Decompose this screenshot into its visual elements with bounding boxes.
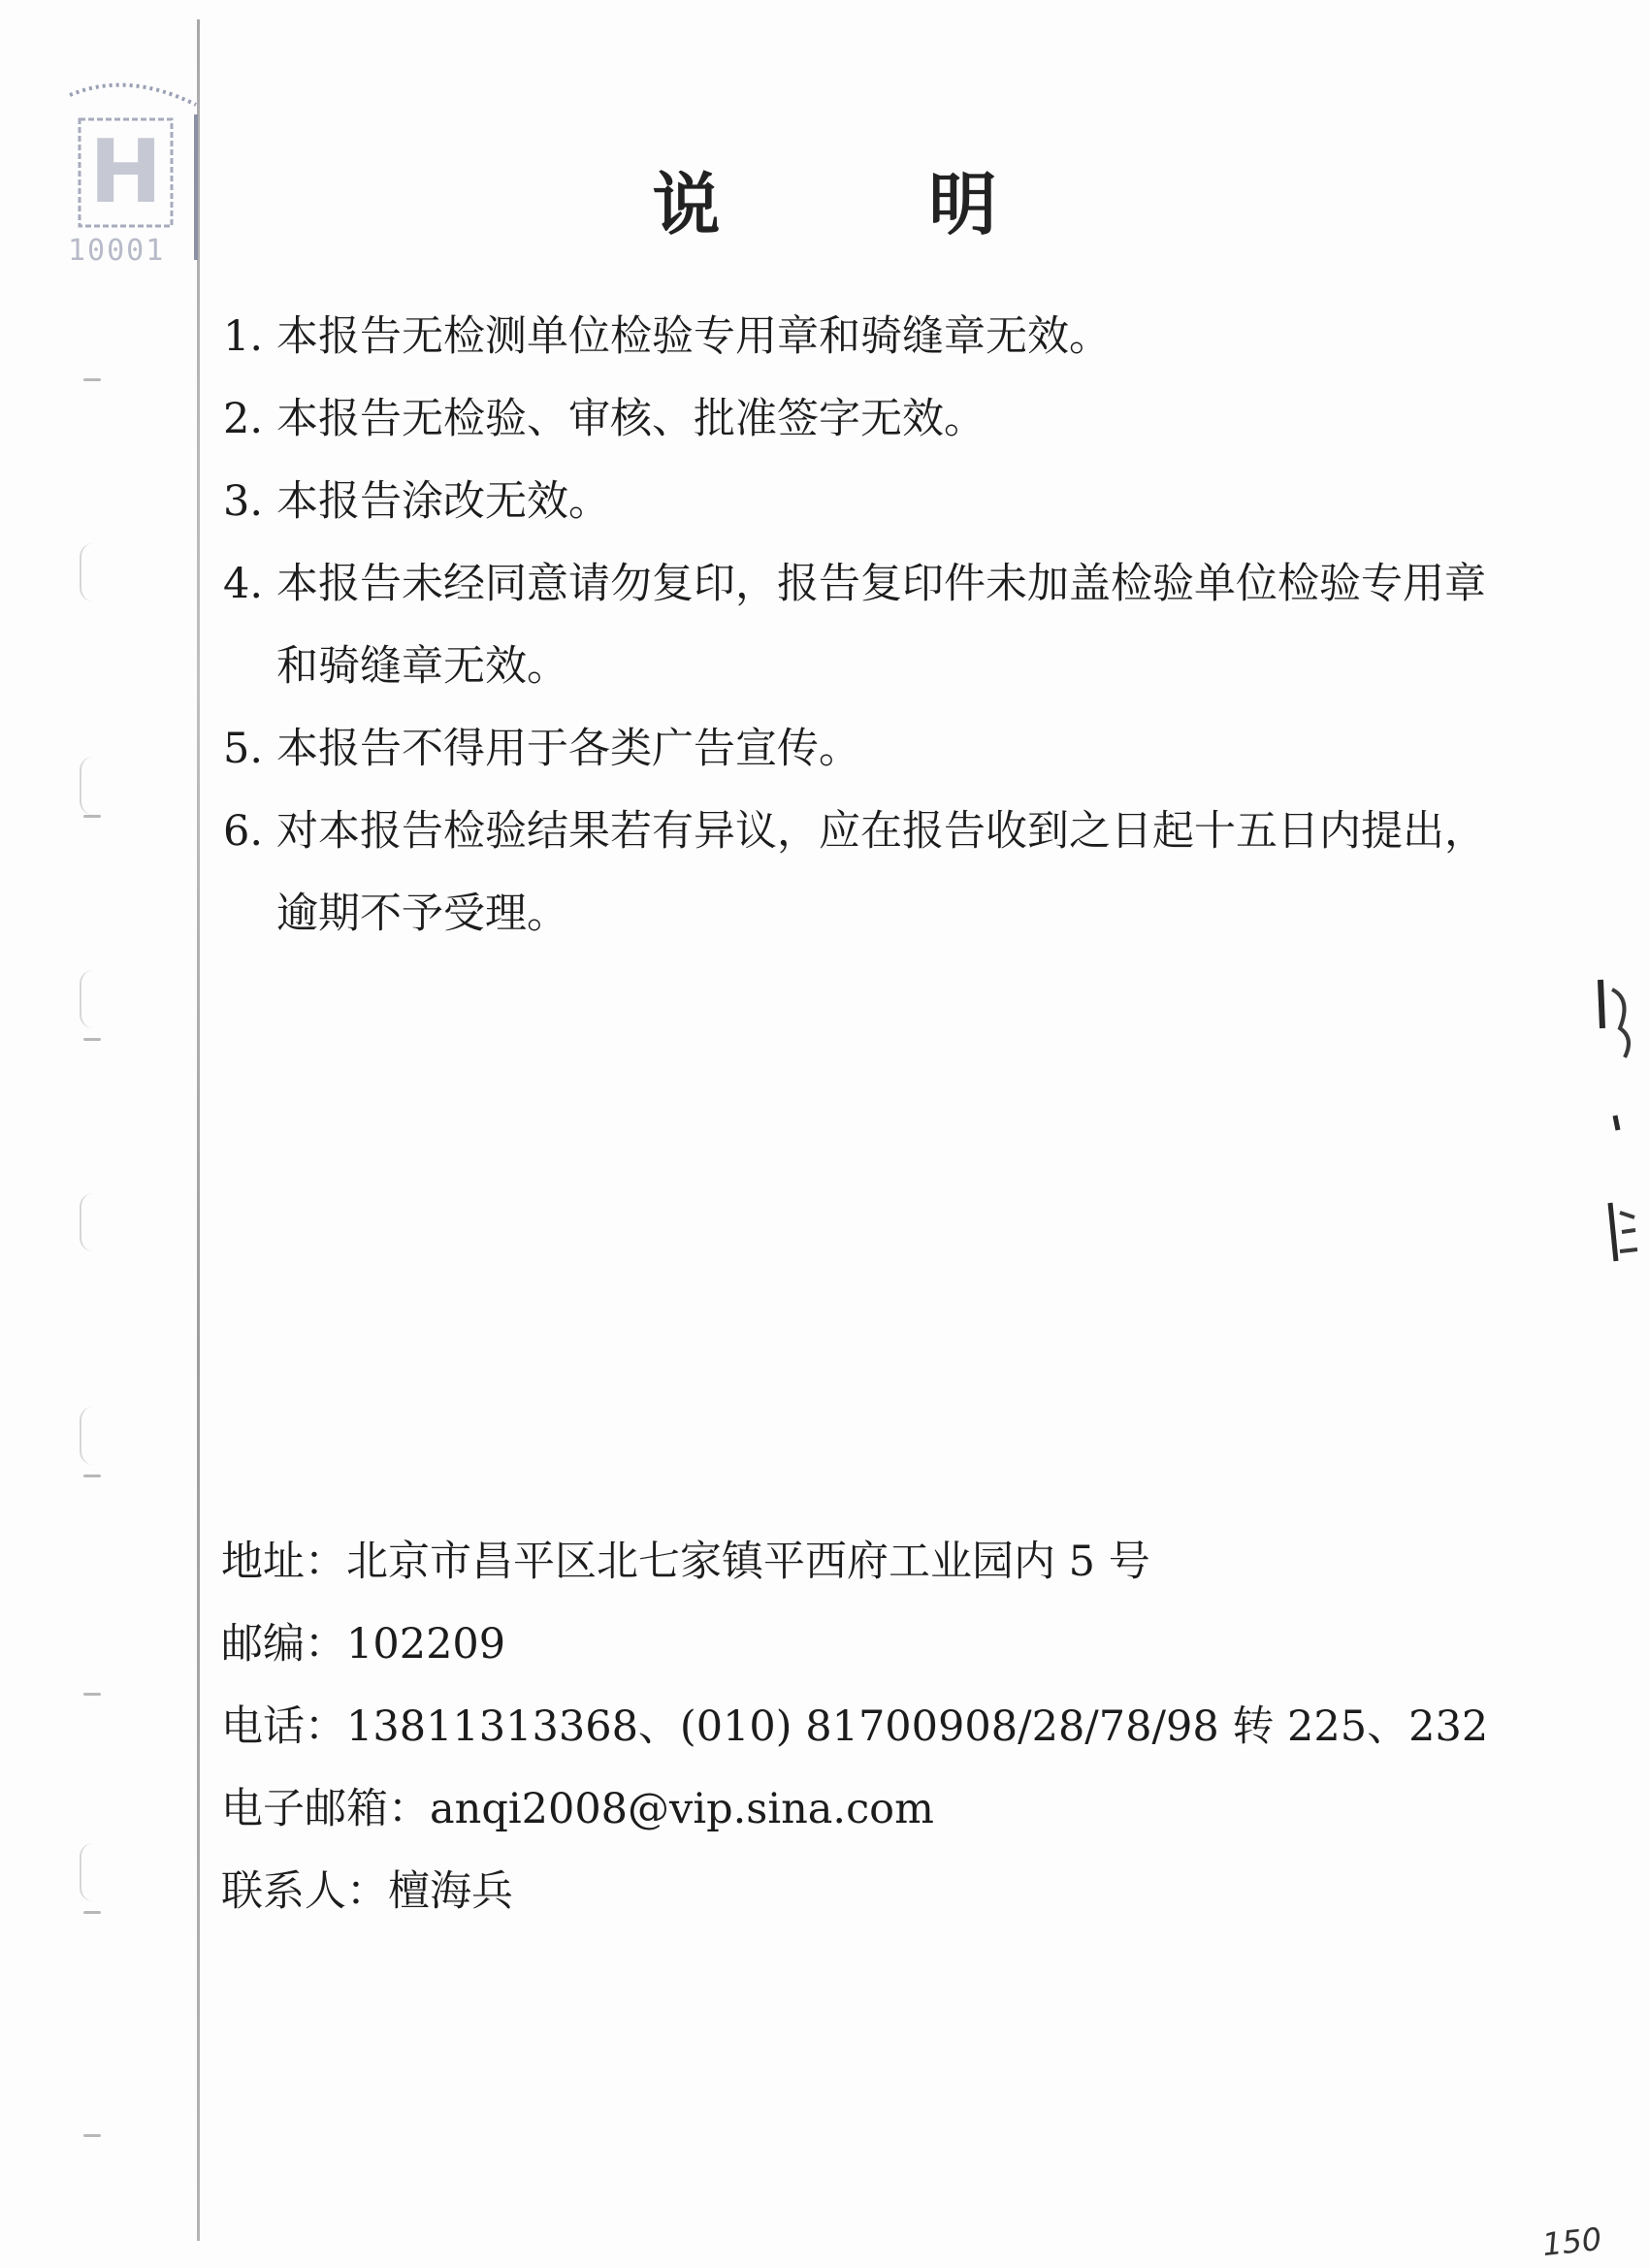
punch-hole [80, 970, 109, 1028]
page-title [0, 150, 1649, 248]
edge-seal-fragment [1581, 970, 1649, 1300]
note-item [223, 296, 1513, 378]
note-number: 6. [223, 807, 264, 856]
notes-list [223, 296, 1513, 956]
punch-hole [80, 1193, 109, 1251]
punch-hole [80, 543, 109, 601]
note-number: 2. [223, 395, 264, 443]
title-char-1: 说 [652, 165, 721, 244]
contact-address: 地址：北京市昌平区北七家镇平西府工业园内 5 号 [221, 1538, 1150, 1586]
note-number: 4. [223, 560, 264, 608]
note-text: 本报告不得用于各类广告宣传。 [276, 725, 860, 773]
note-number: 1. [223, 312, 264, 361]
contact-email: 电子邮箱：anqi2008@vip.sina.com [221, 1785, 934, 1833]
note-item [223, 791, 1513, 956]
punch-hole [80, 757, 109, 815]
punch-hole [80, 1407, 109, 1465]
title-char-2: 明 [928, 165, 997, 244]
punch-hole [80, 1843, 109, 1901]
svg-text:10001: 10001 [68, 234, 166, 268]
contact-block [221, 1521, 1489, 1933]
note-item [223, 543, 1513, 708]
note-number: 5. [223, 725, 264, 773]
svg-text:H: H [89, 121, 163, 223]
page-number: 150 [1540, 2219, 1603, 2264]
contact-phone: 电话：13811313368、(010) 81700908/28/78/98 转 225、232 [221, 1702, 1489, 1751]
contact-person: 联系人：檀海兵 [221, 1867, 513, 1916]
note-item [223, 461, 1513, 543]
note-text: 本报告未经同意请勿复印，报告复印件未加盖检验单位检验专用章和骑缝章无效。 [276, 560, 1486, 691]
contact-postcode: 邮编：102209 [221, 1620, 506, 1669]
binding-edge-line [197, 19, 200, 2241]
note-text: 本报告无检验、审核、批准签字无效。 [276, 395, 986, 443]
note-text: 本报告涂改无效。 [276, 477, 610, 526]
note-text: 对本报告检验结果若有异议，应在报告收到之日起十五日内提出，逾期不予受理。 [276, 807, 1486, 938]
note-number: 3. [223, 477, 264, 526]
note-text: 本报告无检测单位检验专用章和骑缝章无效。 [276, 312, 1111, 361]
note-item [223, 378, 1513, 461]
note-item [223, 708, 1513, 791]
